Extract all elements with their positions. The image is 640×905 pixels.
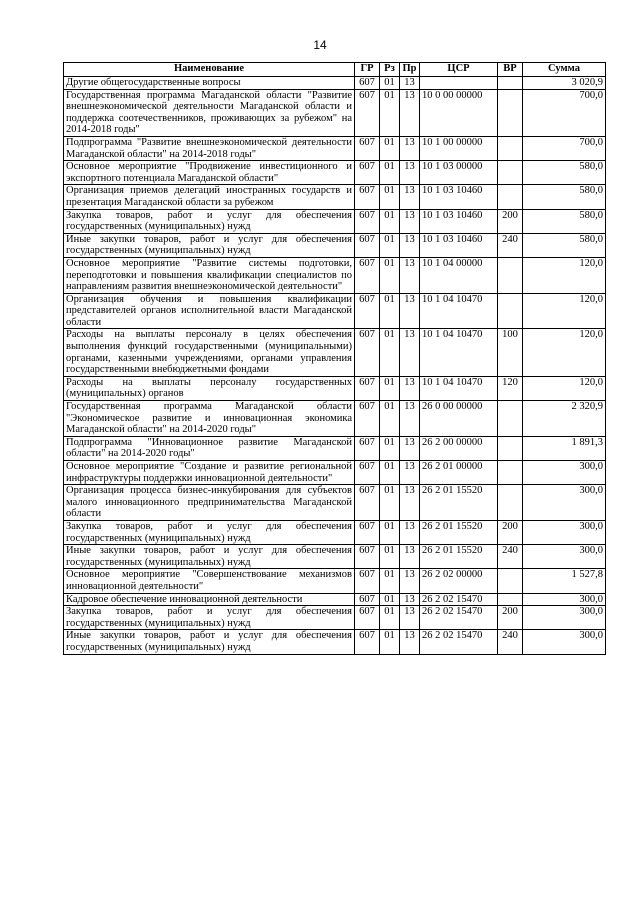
table-row: [64, 485, 606, 521]
row-vr: [498, 401, 523, 437]
row-sum: 300,0: [523, 593, 606, 606]
table-row: [64, 233, 606, 257]
row-sum: 1 891,3: [523, 436, 606, 460]
table-row: [64, 257, 606, 293]
row-csr: 10 0 00 00000: [420, 89, 498, 136]
table-row: [64, 185, 606, 209]
row-pr: 13: [400, 520, 420, 544]
row-name: Основное мероприятие "Создание и развитие региональной инфраструктуры поддержки инновационной деятельности": [64, 461, 355, 485]
row-rz: 01: [380, 520, 400, 544]
table-row: [64, 401, 606, 437]
row-vr: [498, 161, 523, 185]
table-row: [64, 545, 606, 569]
row-vr: [498, 293, 523, 329]
row-name: Основное мероприятие "Продвижение инвестиционного и экспортного потенциала Магаданской области": [64, 161, 355, 185]
column-header-name: Наименование: [64, 63, 355, 77]
row-pr: 13: [400, 606, 420, 630]
row-csr: 10 1 04 10470: [420, 329, 498, 376]
row-pr: 13: [400, 233, 420, 257]
table-row: [64, 209, 606, 233]
row-name: Кадровое обеспечение инновационной деятельности: [64, 593, 355, 606]
row-pr: 13: [400, 89, 420, 136]
row-pr: 13: [400, 136, 420, 160]
row-gr: 607: [355, 401, 380, 437]
row-gr: 607: [355, 376, 380, 400]
table-row: [64, 593, 606, 606]
row-name: Иные закупки товаров, работ и услуг для обеспечения государственных (муниципальных) нужд: [64, 630, 355, 654]
row-sum: 580,0: [523, 185, 606, 209]
row-name: Основное мероприятие "Совершенствование механизмов инновационной деятельности": [64, 569, 355, 593]
row-name: Организация процесса бизнес-инкубирования для субъектов малого инновационного предпринимательства Магаданской области: [64, 485, 355, 521]
table-body: [64, 77, 606, 655]
row-rz: 01: [380, 630, 400, 654]
table-row: [64, 461, 606, 485]
row-csr: 26 2 01 15520: [420, 485, 498, 521]
row-gr: 607: [355, 485, 380, 521]
row-name: Расходы на выплаты персоналу государственных (муниципальных) органов: [64, 376, 355, 400]
row-rz: 01: [380, 485, 400, 521]
row-vr: [498, 569, 523, 593]
column-header-gr: ГР: [355, 63, 380, 77]
row-gr: 607: [355, 520, 380, 544]
row-sum: 300,0: [523, 485, 606, 521]
row-gr: 607: [355, 257, 380, 293]
row-rz: 01: [380, 545, 400, 569]
row-name: Закупка товаров, работ и услуг для обеспечения государственных (муниципальных) нужд: [64, 209, 355, 233]
row-sum: 300,0: [523, 630, 606, 654]
row-rz: 01: [380, 569, 400, 593]
table-row: [64, 376, 606, 400]
row-vr: 100: [498, 329, 523, 376]
row-csr: 26 2 01 15520: [420, 545, 498, 569]
row-vr: [498, 77, 523, 90]
row-sum: 580,0: [523, 209, 606, 233]
row-name: Основное мероприятие "Развитие системы подготовки, переподготовки и повышения квалификации специалистов по направлениям развития внешнеэкономической деятельности": [64, 257, 355, 293]
row-csr: [420, 77, 498, 90]
row-sum: 120,0: [523, 329, 606, 376]
row-sum: 700,0: [523, 136, 606, 160]
row-pr: 13: [400, 401, 420, 437]
row-rz: 01: [380, 185, 400, 209]
row-pr: 13: [400, 485, 420, 521]
row-sum: 580,0: [523, 161, 606, 185]
row-csr: 10 1 03 10460: [420, 209, 498, 233]
row-name: Иные закупки товаров, работ и услуг для обеспечения государственных (муниципальных) нужд: [64, 545, 355, 569]
row-csr: 10 1 03 00000: [420, 161, 498, 185]
table-row: [64, 77, 606, 90]
row-vr: [498, 436, 523, 460]
column-header-pr: Пр: [400, 63, 420, 77]
row-sum: 300,0: [523, 461, 606, 485]
row-name: Расходы на выплаты персоналу в целях обеспечения выполнения функций государственными (муниципальными) органами, казенными учреждениями, органами управления государственными внебюджетными фондами: [64, 329, 355, 376]
row-vr: [498, 461, 523, 485]
row-gr: 607: [355, 185, 380, 209]
row-vr: 120: [498, 376, 523, 400]
row-vr: 200: [498, 209, 523, 233]
table-row: [64, 161, 606, 185]
row-csr: 26 0 00 00000: [420, 401, 498, 437]
table-header-row: [64, 63, 606, 77]
row-csr: 26 2 02 15470: [420, 630, 498, 654]
row-gr: 607: [355, 569, 380, 593]
row-pr: 13: [400, 185, 420, 209]
page-number: 14: [313, 38, 327, 52]
row-sum: 300,0: [523, 606, 606, 630]
row-gr: 607: [355, 436, 380, 460]
row-name: Государственная программа Магаданской области "Развитие внешнеэкономической деятельности Магаданской области и поддержка соотечественников, проживающих за рубежом" на 2014-2018 годы": [64, 89, 355, 136]
row-gr: 607: [355, 209, 380, 233]
row-rz: 01: [380, 89, 400, 136]
row-rz: 01: [380, 293, 400, 329]
row-rz: 01: [380, 461, 400, 485]
column-header-csr: ЦСР: [420, 63, 498, 77]
column-header-vr: ВР: [498, 63, 523, 77]
row-gr: 607: [355, 545, 380, 569]
row-rz: 01: [380, 606, 400, 630]
row-name: Закупка товаров, работ и услуг для обеспечения государственных (муниципальных) нужд: [64, 606, 355, 630]
row-name: Государственная программа Магаданской области "Экономическое развитие и инновационная экономика Магаданской области" на 2014-2020 годы": [64, 401, 355, 437]
budget-table: [63, 62, 606, 655]
row-sum: 2 320,9: [523, 401, 606, 437]
row-sum: 300,0: [523, 520, 606, 544]
row-name: Организация приемов делегаций иностранных государств и презентация Магаданской области за рубежом: [64, 185, 355, 209]
row-csr: 10 1 03 10460: [420, 185, 498, 209]
row-name: Подпрограмма "Развитие внешнеэкономической деятельности Магаданской области" на 2014-2018 годы": [64, 136, 355, 160]
row-rz: 01: [380, 77, 400, 90]
row-csr: 10 1 00 00000: [420, 136, 498, 160]
table-row: [64, 136, 606, 160]
row-gr: 607: [355, 136, 380, 160]
row-vr: 200: [498, 606, 523, 630]
row-rz: 01: [380, 209, 400, 233]
row-vr: [498, 257, 523, 293]
table-row: [64, 606, 606, 630]
row-pr: 13: [400, 257, 420, 293]
row-csr: 10 1 04 00000: [420, 257, 498, 293]
row-pr: 13: [400, 545, 420, 569]
row-csr: 10 1 03 10460: [420, 233, 498, 257]
row-name: Организация обучения и повышения квалификации представителей органов исполнительной власти Магаданской области: [64, 293, 355, 329]
row-csr: 26 2 01 00000: [420, 461, 498, 485]
row-vr: [498, 185, 523, 209]
row-gr: 607: [355, 593, 380, 606]
row-gr: 607: [355, 233, 380, 257]
row-rz: 01: [380, 436, 400, 460]
row-sum: 120,0: [523, 376, 606, 400]
column-header-sum: Сумма: [523, 63, 606, 77]
row-pr: 13: [400, 376, 420, 400]
row-rz: 01: [380, 136, 400, 160]
row-gr: 607: [355, 293, 380, 329]
row-pr: 13: [400, 436, 420, 460]
row-pr: 13: [400, 161, 420, 185]
row-pr: 13: [400, 209, 420, 233]
row-name: Иные закупки товаров, работ и услуг для обеспечения государственных (муниципальных) нужд: [64, 233, 355, 257]
row-csr: 26 2 02 00000: [420, 569, 498, 593]
row-rz: 01: [380, 329, 400, 376]
column-header-rz: Рз: [380, 63, 400, 77]
row-csr: 26 2 00 00000: [420, 436, 498, 460]
row-sum: 120,0: [523, 293, 606, 329]
row-csr: 10 1 04 10470: [420, 293, 498, 329]
row-gr: 607: [355, 606, 380, 630]
table-row: [64, 520, 606, 544]
row-gr: 607: [355, 461, 380, 485]
row-rz: 01: [380, 401, 400, 437]
row-vr: [498, 593, 523, 606]
row-gr: 607: [355, 77, 380, 90]
row-vr: 240: [498, 630, 523, 654]
row-sum: 3 020,9: [523, 77, 606, 90]
row-csr: 26 2 02 15470: [420, 606, 498, 630]
table-row: [64, 630, 606, 654]
table-row: [64, 329, 606, 376]
row-gr: 607: [355, 161, 380, 185]
row-vr: 240: [498, 233, 523, 257]
row-pr: 13: [400, 630, 420, 654]
row-sum: 700,0: [523, 89, 606, 136]
row-rz: 01: [380, 257, 400, 293]
table-row: [64, 293, 606, 329]
row-gr: 607: [355, 89, 380, 136]
row-pr: 13: [400, 77, 420, 90]
row-vr: [498, 89, 523, 136]
row-sum: 580,0: [523, 233, 606, 257]
row-name: Другие общегосударственные вопросы: [64, 77, 355, 90]
row-rz: 01: [380, 161, 400, 185]
table-row: [64, 436, 606, 460]
row-vr: [498, 485, 523, 521]
row-pr: 13: [400, 593, 420, 606]
row-rz: 01: [380, 233, 400, 257]
table-row: [64, 569, 606, 593]
row-gr: 607: [355, 329, 380, 376]
row-sum: 300,0: [523, 545, 606, 569]
row-csr: 26 2 01 15520: [420, 520, 498, 544]
row-vr: [498, 136, 523, 160]
row-pr: 13: [400, 569, 420, 593]
row-pr: 13: [400, 293, 420, 329]
row-vr: 240: [498, 545, 523, 569]
row-csr: 10 1 04 10470: [420, 376, 498, 400]
row-name: Подпрограмма "Инновационное развитие Магаданской области" на 2014-2020 годы": [64, 436, 355, 460]
row-vr: 200: [498, 520, 523, 544]
table-row: [64, 89, 606, 136]
row-sum: 120,0: [523, 257, 606, 293]
row-pr: 13: [400, 329, 420, 376]
row-gr: 607: [355, 630, 380, 654]
row-sum: 1 527,8: [523, 569, 606, 593]
row-rz: 01: [380, 593, 400, 606]
row-csr: 26 2 02 15470: [420, 593, 498, 606]
row-rz: 01: [380, 376, 400, 400]
row-name: Закупка товаров, работ и услуг для обеспечения государственных (муниципальных) нужд: [64, 520, 355, 544]
row-pr: 13: [400, 461, 420, 485]
